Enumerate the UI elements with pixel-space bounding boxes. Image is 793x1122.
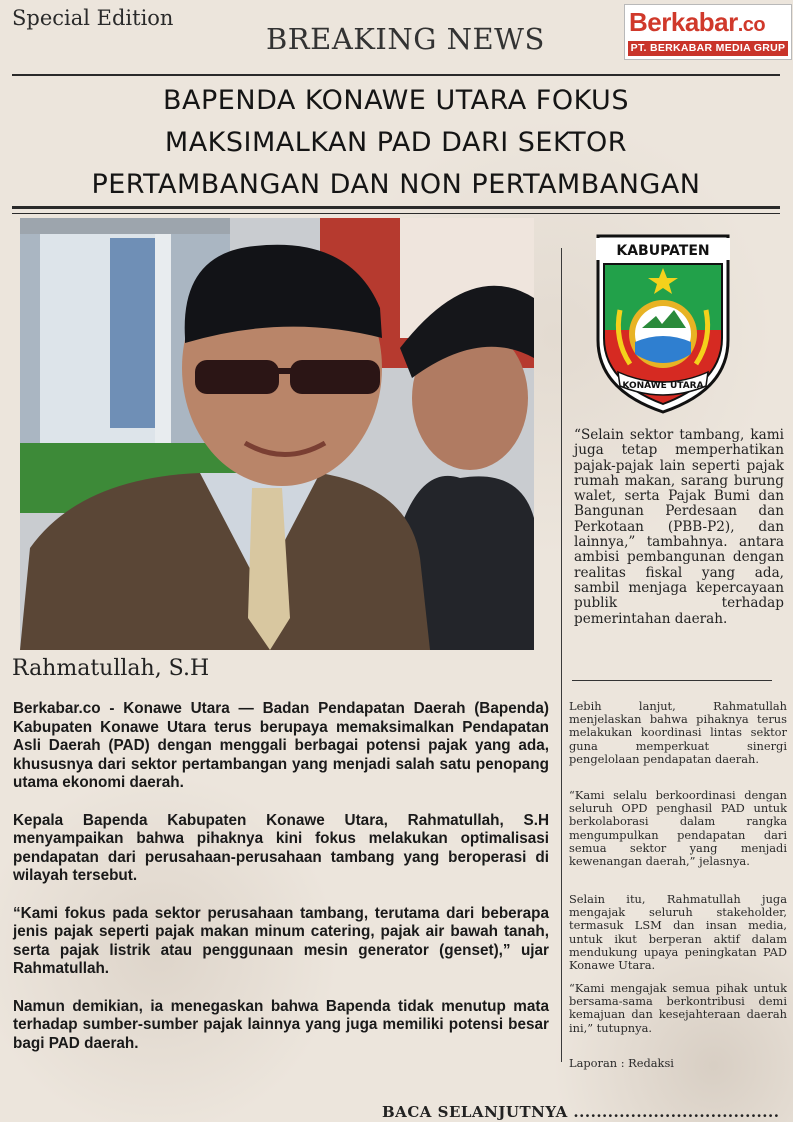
column-divider xyxy=(561,248,562,1062)
crest-top-text: KABUPATEN xyxy=(616,243,710,259)
sidebar-paragraph: “Kami selalu berkoordinasi dengan seluruh OPD penghasil PAD untuk berkolaborasi dalam rangka mengumpulkan pendapatan dari semua sektor yang menjadi kewenangan daerah,” jelasnya. xyxy=(569,788,787,869)
crest-bottom-text: KONAWE UTARA xyxy=(622,381,704,391)
photo-caption: Rahmatullah, S.H xyxy=(12,656,210,681)
logo-brand: Berkabar.co xyxy=(629,7,766,37)
body-paragraph: “Kami fokus pada sektor perusahaan tambang, terutama dari beberapa jenis pajak seperti pajak makan minum catering, pajak air bawah tanah, serta pajak listrik atau penggunaan mesin generator (genset),” ujar Rahmatullah. xyxy=(13,904,549,977)
sidebar-paragraph: “Kami mengajak semua pihak untuk bersama-sama berkontribusi demi kemajuan dan kesejahteraan daerah ini,” tutupnya. xyxy=(569,981,787,1035)
headline-line: PERTAMBANGAN DAN NON PERTAMBANGAN xyxy=(91,169,701,200)
sidebar-paragraph: Selain itu, Rahmatullah juga mengajak seluruh stakeholder, termasuk LSM dan insan media, untuk ikut berperan aktif dalam mendukung upaya peningkatan PAD Konawe Utara. xyxy=(569,892,787,973)
logo-company: PT. BERKABAR MEDIA GRUP xyxy=(628,41,788,56)
top-rule xyxy=(12,74,780,76)
konawe-utara-crest-icon xyxy=(590,230,736,414)
sidebar-quote: “Selain sektor tambang, kami juga tetap memperhatikan pajak-pajak lain seperti pajak rumah makan, sarang burung walet, serta Pajak Bumi dan Bangunan Perdesaan dan Perkotaan (PBB-P2), dan lainnya,” tambahnya. antara ambisi pembangunan dengan realitas fiskal yang ada, sambil menjaga kepercayaan publik terhadap pemerintahan daerah. xyxy=(574,427,784,627)
sidebar-paragraph: Lebih lanjut, Rahmatullah menjelaskan bahwa pihaknya terus melakukan koordinasi lintas sektor guna memperkuat sinergi pengelolaan pendapatan daerah. xyxy=(569,699,787,766)
headline xyxy=(12,80,780,206)
headline-line: MAKSIMALKAN PAD DARI SEKTOR xyxy=(164,127,628,158)
headline-rule xyxy=(12,206,780,209)
portrait-illustration xyxy=(20,218,534,650)
berkabar-logo[interactable] xyxy=(624,4,792,60)
sidebar-rule xyxy=(572,680,772,681)
headline-line: BAPENDA KONAWE UTARA FOKUS xyxy=(163,85,629,116)
portrait-photo xyxy=(20,218,534,650)
body-paragraph: Berkabar.co - Konawe Utara — Badan Pendapatan Daerah (Bapenda) Kabupaten Konawe Utara terus berupaya memaksimalkan Pendapatan Asli Daerah (PAD) dengan menggali berbagai potensi pajak yang ada, khususnya dari sektor pertambangan yang menjadi salah satu penopang utama ekonomi daerah. xyxy=(13,700,549,791)
breaking-news-banner: BREAKING NEWS xyxy=(266,22,545,56)
body-paragraph: Namun demikian, ia menegaskan bahwa Bapenda tidak menutup mata terhadap sumber-sumber pajak lainnya yang juga memiliki potensi besar bagi PAD daerah. xyxy=(13,997,549,1052)
report-byline: Laporan : Redaksi xyxy=(569,1056,674,1070)
read-more-link[interactable]: BACA SELANJUTNYA .................................... xyxy=(382,1103,780,1121)
headline-rule-thin xyxy=(12,213,780,214)
edition-label: Special Edition xyxy=(12,6,174,30)
body-paragraph: Kepala Bapenda Kabupaten Konawe Utara, Rahmatullah, S.H menyampaikan bahwa pihaknya kini fokus melakukan optimalisasi pendapatan dari perusahaan-perusahaan tambang yang beroperasi di wilayah tersebut. xyxy=(13,811,549,884)
article-body xyxy=(13,700,549,1072)
